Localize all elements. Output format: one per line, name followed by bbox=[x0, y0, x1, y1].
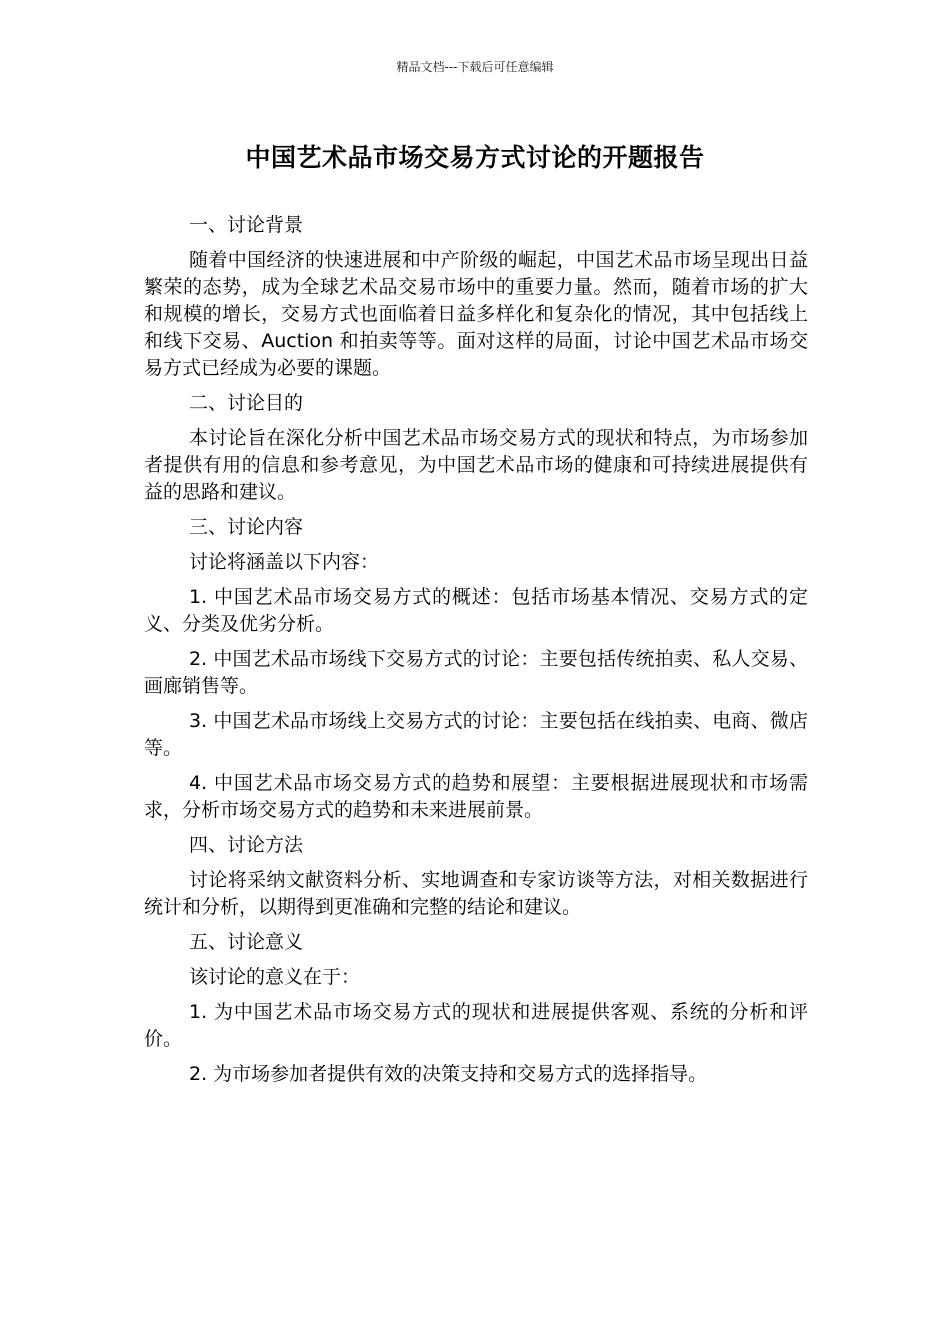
list-item-content-2: 2. 中国艺术品市场线下交易方式的讨论：主要包括传统拍卖、私人交易、画廊销售等。 bbox=[144, 648, 808, 697]
document-body bbox=[144, 212, 808, 1096]
document-title: 中国艺术品市场交易方式讨论的开题报告 bbox=[245, 143, 705, 172]
section-heading-purpose: 二、讨论目的 bbox=[189, 392, 304, 414]
paragraph-significance-intro: 该讨论的意义在于： bbox=[189, 966, 361, 988]
list-item-significance-1: 1. 为中国艺术品市场交易方式的现状和进展提供客观、系统的分析和评价。 bbox=[144, 1001, 808, 1050]
list-item-content-3: 3. 中国艺术品市场线上交易方式的讨论：主要包括在线拍卖、电商、微店等。 bbox=[144, 710, 808, 759]
paragraph-method: 讨论将采纳文献资料分析、实地调查和专家访谈等方法，对相关数据进行统计和分析，以期得到更准确和完整的结论和建议。 bbox=[144, 869, 808, 918]
list-item-significance-2: 2. 为市场参加者提供有效的决策支持和交易方式的选择指导。 bbox=[189, 1063, 708, 1085]
paragraph-background: 随着中国经济的快速进展和中产阶级的崛起，中国艺术品市场呈现出日益繁荣的态势，成为全球艺术品交易市场中的重要力量。然而，随着市场的扩大和规模的增长，交易方式也面临着日益多样化和复杂化的情况，其中包括线上和线下交易、Auction 和拍卖等等。面对这样的局面，讨论中国艺术品市场交易方式已经成为必要的课题。 bbox=[144, 249, 808, 379]
section-heading-significance: 五、讨论意义 bbox=[189, 931, 304, 953]
section-heading-method: 四、讨论方法 bbox=[189, 834, 304, 856]
list-item-content-1: 1. 中国艺术品市场交易方式的概述：包括市场基本情况、交易方式的定义、分类及优劣分析。 bbox=[144, 586, 808, 635]
section-heading-background: 一、讨论背景 bbox=[189, 214, 304, 236]
section-heading-content: 三、讨论内容 bbox=[189, 516, 304, 538]
page-header-note: 精品文档---下载后可任意编辑 bbox=[396, 60, 554, 74]
list-item-content-4: 4. 中国艺术品市场交易方式的趋势和展望：主要根据进展现状和市场需求，分析市场交易方式的趋势和未来进展前景。 bbox=[144, 772, 808, 821]
paragraph-content-intro: 讨论将涵盖以下内容： bbox=[189, 551, 380, 573]
paragraph-purpose: 本讨论旨在深化分析中国艺术品市场交易方式的现状和特点，为市场参加者提供有用的信息和参考意见，为中国艺术品市场的健康和可持续进展提供有益的思路和建议。 bbox=[144, 427, 808, 503]
